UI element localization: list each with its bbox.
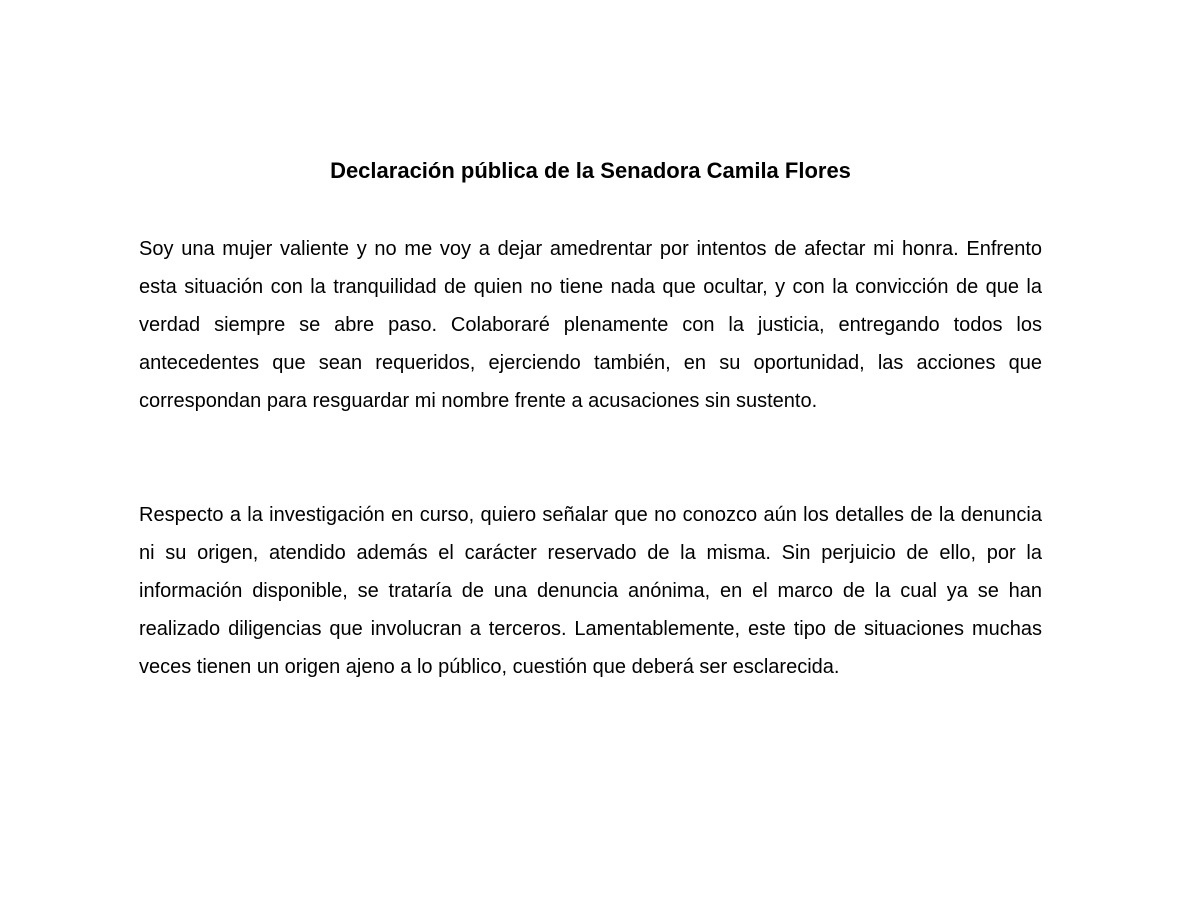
paragraph-1: Soy una mujer valiente y no me voy a dejar amedrentar por intentos de afectar mi honra. Enfrento esta situación con la tranquilidad de quien no tiene nada que ocultar, y con la convicción de que la verdad siempre se abre paso. Colaboraré plenamente con la justicia, entregando todos los antecedentes que sean requeridos, ejerciendo también, en su oportunidad, las acciones que correspondan para resguardar mi nombre frente a acusaciones sin sustento.	[139, 238, 1042, 412]
paragraph-2: Respecto a la investigación en curso, quiero señalar que no conozco aún los detalles de la denuncia ni su origen, atendido además el carácter reservado de la misma. Sin perjuicio de ello, por la información disponible, se trataría de una denuncia anónima, en el marco de la cual ya se han realizado diligencias que involucran a terceros. Lamentablemente, este tipo de situaciones muchas veces tienen un origen ajeno a lo público, cuestión que deberá ser esclarecida.	[139, 504, 1042, 678]
document-title: Declaración pública de la Senadora Camila Flores	[330, 158, 851, 183]
